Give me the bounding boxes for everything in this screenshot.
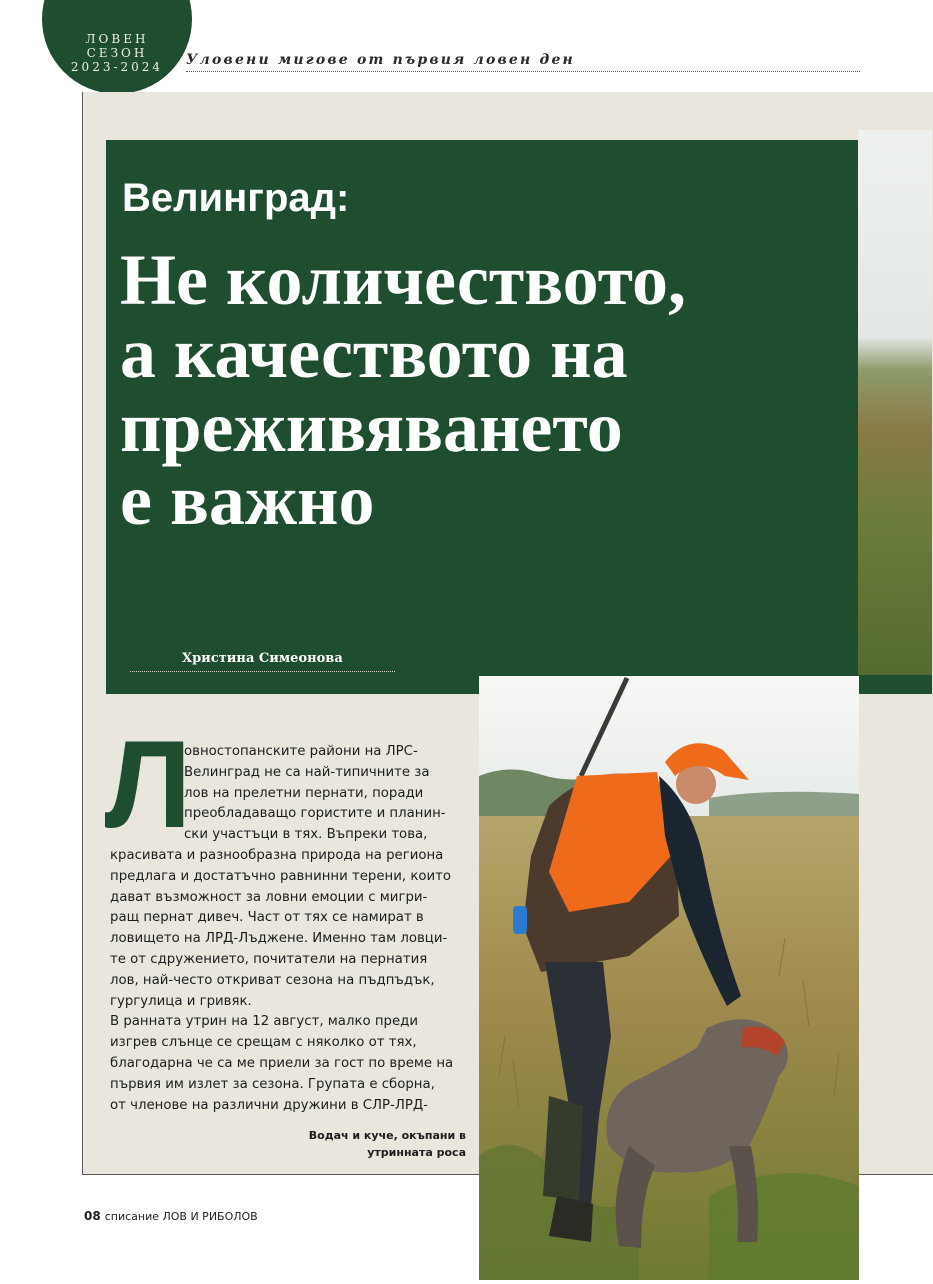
body-line: Велинград не са най-типичните за <box>184 764 430 780</box>
caption-line-1: Водач и куче, окъпани в <box>308 1129 466 1142</box>
article-body <box>110 742 455 1116</box>
article-headline <box>120 240 840 541</box>
body-line: В ранната утрин на 12 август, малко преди <box>110 1014 418 1030</box>
body-line: ловището на ЛРД-Лъджене. Именно там ловци- <box>110 931 448 947</box>
badge-line-2: СЕЗОН <box>86 46 148 60</box>
landscape-photo-edge <box>858 130 932 675</box>
page-footer <box>84 1209 258 1223</box>
section-title: Уловени мигове от първия ловен ден <box>186 52 575 68</box>
dropcap-glyph: Л <box>104 716 192 854</box>
body-line: лов на прелетни пернати, поради <box>184 785 424 801</box>
body-line: изгрев слънце се срещам с няколко от тях, <box>110 1035 417 1051</box>
photo-caption <box>300 1127 466 1161</box>
body-line: предлага и достатъчно равнинни терени, които <box>110 868 452 884</box>
body-line: първия им излет за сезона. Групата е сборна, <box>110 1076 435 1092</box>
headline-line-2: а качеството на <box>120 313 628 394</box>
body-line: от членове на различни дружини в СЛР-ЛРД- <box>110 1097 429 1113</box>
season-badge <box>42 0 192 94</box>
top-dotted-rule <box>186 71 860 72</box>
body-line: гургулица и гривяк. <box>110 993 252 1009</box>
page-number: 08 <box>84 1209 101 1223</box>
headline-line-4: е важно <box>120 460 375 541</box>
hunter-dog-photo <box>479 676 859 1280</box>
body-line: ращ пернат дивеч. Част от тях се намират в <box>110 910 424 926</box>
author-dotted-rule <box>130 671 395 672</box>
article-kicker: Велинград: <box>122 176 350 220</box>
body-line: овностопанските райони на ЛРС- <box>184 744 418 759</box>
green-strip <box>858 675 932 694</box>
body-line: красивата и разнообразна природа на региона <box>110 847 444 863</box>
body-line: те от сдружението, почитатели на пернатия <box>110 951 428 967</box>
headline-line-1: Не количеството, <box>120 240 687 320</box>
badge-line-1: ЛОВЕН <box>85 32 149 46</box>
body-line: ски участъци в тях. Въпреки това, <box>184 827 428 843</box>
photo-illustration <box>479 676 859 1280</box>
caption-line-2: утринната роса <box>367 1146 466 1159</box>
body-line: преобладаващо гористите и планин- <box>184 806 446 822</box>
body-line: дават възможност за ловни емоции с мигри- <box>110 889 428 905</box>
author-name: Христина Симеонова <box>182 651 343 666</box>
headline-line-3: преживяването <box>120 386 623 467</box>
body-line: лов, най-често откриват сезона на пъдпъдък, <box>110 972 435 988</box>
body-line: благодарна че са ме приели за гост по време на <box>110 1055 454 1071</box>
magazine-name: списание ЛОВ И РИБОЛОВ <box>104 1210 258 1223</box>
badge-line-3: 2023-2024 <box>70 60 164 74</box>
